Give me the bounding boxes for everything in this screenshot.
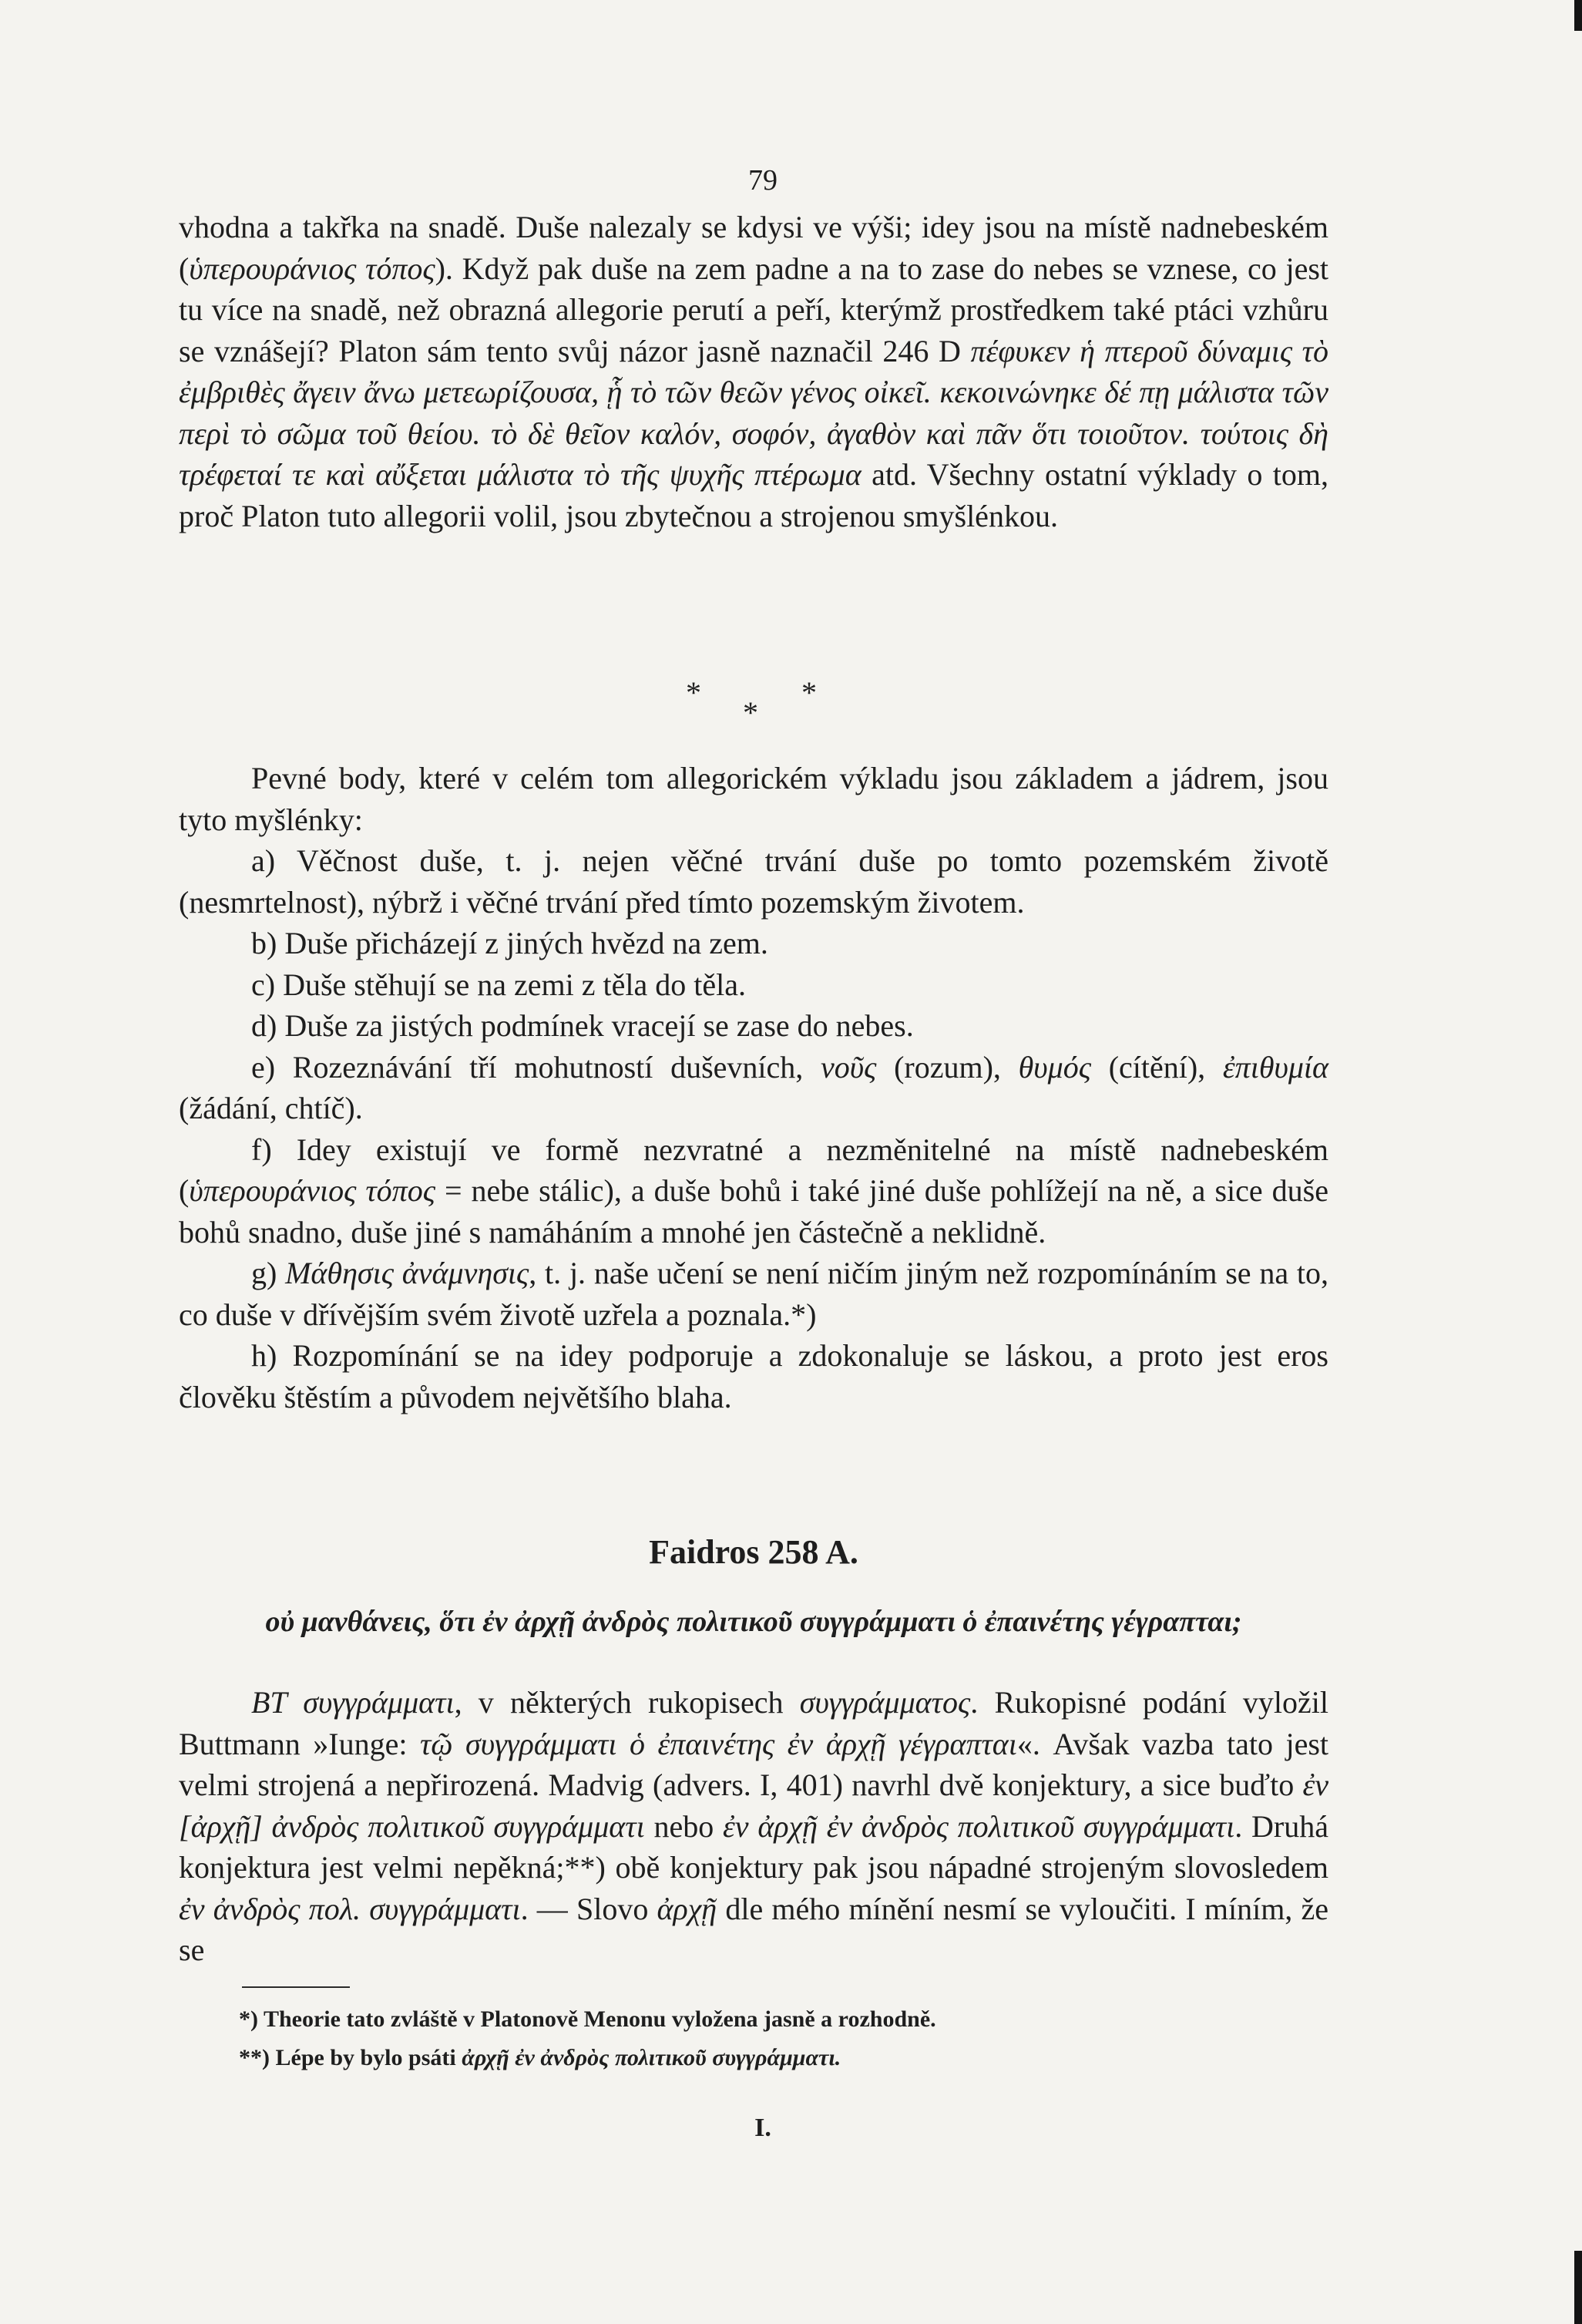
commentary-paragraph: BT συγγράμματι, v některých rukopisech συγγράμματος. Rukopisné podání vyložil Buttmann »Iunge: τῷ συγγράμματι ὁ ἐπαινέτης ἐν ἀρχῇ γέγραπται«. Avšak vazba tato jest velmi strojená a nepřirozená. Madvig (advers. I, 401) navrhl dvě konjektury, a sice buďto ἐν [ἀρχῇ] ἀνδρὸς πολιτικοῦ συγγράμματι nebo ἐν ἀρχῇ ἐν ἀνδρὸς πολιτικοῦ συγγράμματι. Druhá konjektura jest velmi nepěkná;**) obě konjektury pak jsou nápadné strojeným slovosledem ἐν ἀνδρὸς πολ. συγγράμματι. — Slovo ἀρχῇ dle mého mínění nesmí se vyloučiti. I míním, že se	[179, 1685, 1329, 1967]
summary-section	[179, 758, 1328, 1418]
intro-greek-quote: πέφυκεν ἡ πτεροῦ δύναμις τὸ ἐμβριθὲς ἄγειν ἄνω μετεωρίζουσα, ᾗ τὸ τῶν θεῶν γένος οἰκεῖ. κεκοινώνηκε δέ πῃ μάλιστα τῶν περὶ τὸ σῶμα τοῦ θείου. τὸ δὲ θεῖον καλόν, σοφόν, ἀγαθὸν καὶ πᾶν ὅτι τοιοῦτον. τούτοις δὴ τρέφεταί τε καὶ αὔξεται μάλιστα τὸ τῆς ψυχῆς πτέρωμα	[179, 333, 1328, 492]
footnote-rule	[242, 1986, 350, 1988]
summary-intro: Pevné body, které v celém tom allegorickém výkladu jsou základem a jádrem, jsou tyto myšlénky:	[179, 761, 1328, 837]
footnotes	[239, 2000, 1328, 2077]
intro-text-3: atd. Všechny ostatní výklady o tom, proč Platon tuto allegorii volil, jsou zbytečnou a strojenou smyšlénkou.	[179, 457, 1328, 533]
item-e: e) Rozeznávání tří mohutností duševních, νοῦς (rozum), θυμός (cítění), ἐπιθυμία (žádání, chtíč).	[179, 1049, 1329, 1125]
printer-signature: I.	[754, 2114, 771, 2142]
section-separator	[670, 674, 855, 736]
intro-greek-1: ὑπερουράνιος τόπος	[189, 251, 435, 286]
greek-epithymia: ἐπιθυμία	[1222, 1049, 1329, 1085]
intro-text-2: ). Když pak duše na zem padne a na to zase do nebes se vznese, co jest tu více na snadě, než obrazná allegorie perutí a peří, kterýmž prostředkem také ptáci vzhůru se vznášejí? Platon sám tento svůj názor jasně naznačil 246 D	[179, 251, 1328, 368]
greek-thymos: θυμός	[1018, 1049, 1091, 1085]
greek-epigraph: οὐ μανθάνεις, ὅτι ἐν ἀρχῇ ἀνδρὸς πολιτικοῦ συγγράμματι ὁ ἐπαινέτης γέγραπται;	[265, 1606, 1242, 1638]
page-number: 79	[748, 164, 778, 197]
intro-paragraph	[179, 207, 1328, 536]
item-h: h) Rozpomínání se na idey podporuje a zdokonaluje se láskou, a proto jest eros člověku štěstím a původem největšího blaha.	[179, 1338, 1328, 1414]
separator-star-left: *	[686, 675, 701, 710]
separator-star-middle: *	[743, 695, 758, 730]
scan-edge-top	[1574, 0, 1582, 31]
item-c: c) Duše stěhují se na zemi z těla do těla.	[251, 967, 746, 1002]
footnote-2: **) Lépe by bylo psáti ἀρχῇ ἐν ἀνδρὸς πολιτικοῦ συγγράμματι.	[239, 2045, 841, 2070]
separator-star-right: *	[801, 675, 817, 710]
greek-hyperouranios: ὑπερουράνιος τόπος	[189, 1173, 435, 1208]
item-b: b) Duše přicházejí z jiných hvězd na zem.	[251, 926, 768, 960]
intro-text-1: vhodna a takřka na snadě. Duše nalezaly se kdysi ve výši; idey jsou na místě nadnebeském (	[179, 210, 1328, 286]
item-g: g) Μάθησις ἀνάμνησις, t. j. naše učení se není ničím jiným než rozpomínáním se na to, co duše v dřívějším svém životě uzřela a poznala.*)	[179, 1256, 1328, 1332]
section-title: Faidros 258 A.	[649, 1533, 858, 1571]
item-f: f) Idey existují ve formě nezvratné a nezměnitelné na místě nadnebeském (ὑπερουράνιος τόπος = nebe stálic), a duše bohů i také jiné duše pohlížejí na ně, a sice duše bohů snadno, duše jiné s namáháním a mnohé jen částečně a neklidně.	[179, 1132, 1328, 1249]
greek-nous: νοῦς	[821, 1049, 877, 1085]
item-d: d) Duše za jistých podmínek vracejí se zase do nebes.	[251, 1008, 914, 1043]
greek-mathesis: Μάθησις ἀνάμνησις	[285, 1256, 529, 1290]
item-a: a) Věčnost duše, t. j. nejen věčné trvání duše po tomto pozemském životě (nesmrtelnost), nýbrž i věčné trvání před tímto pozemským životem.	[179, 843, 1328, 920]
commentary-siglum: BT συγγράμματι	[251, 1685, 455, 1720]
footnote-1: *) Theorie tato zvláště v Platonově Menonu vyložena jasně a rozhodně.	[239, 2006, 936, 2032]
scan-edge-bottom	[1574, 2251, 1582, 2324]
